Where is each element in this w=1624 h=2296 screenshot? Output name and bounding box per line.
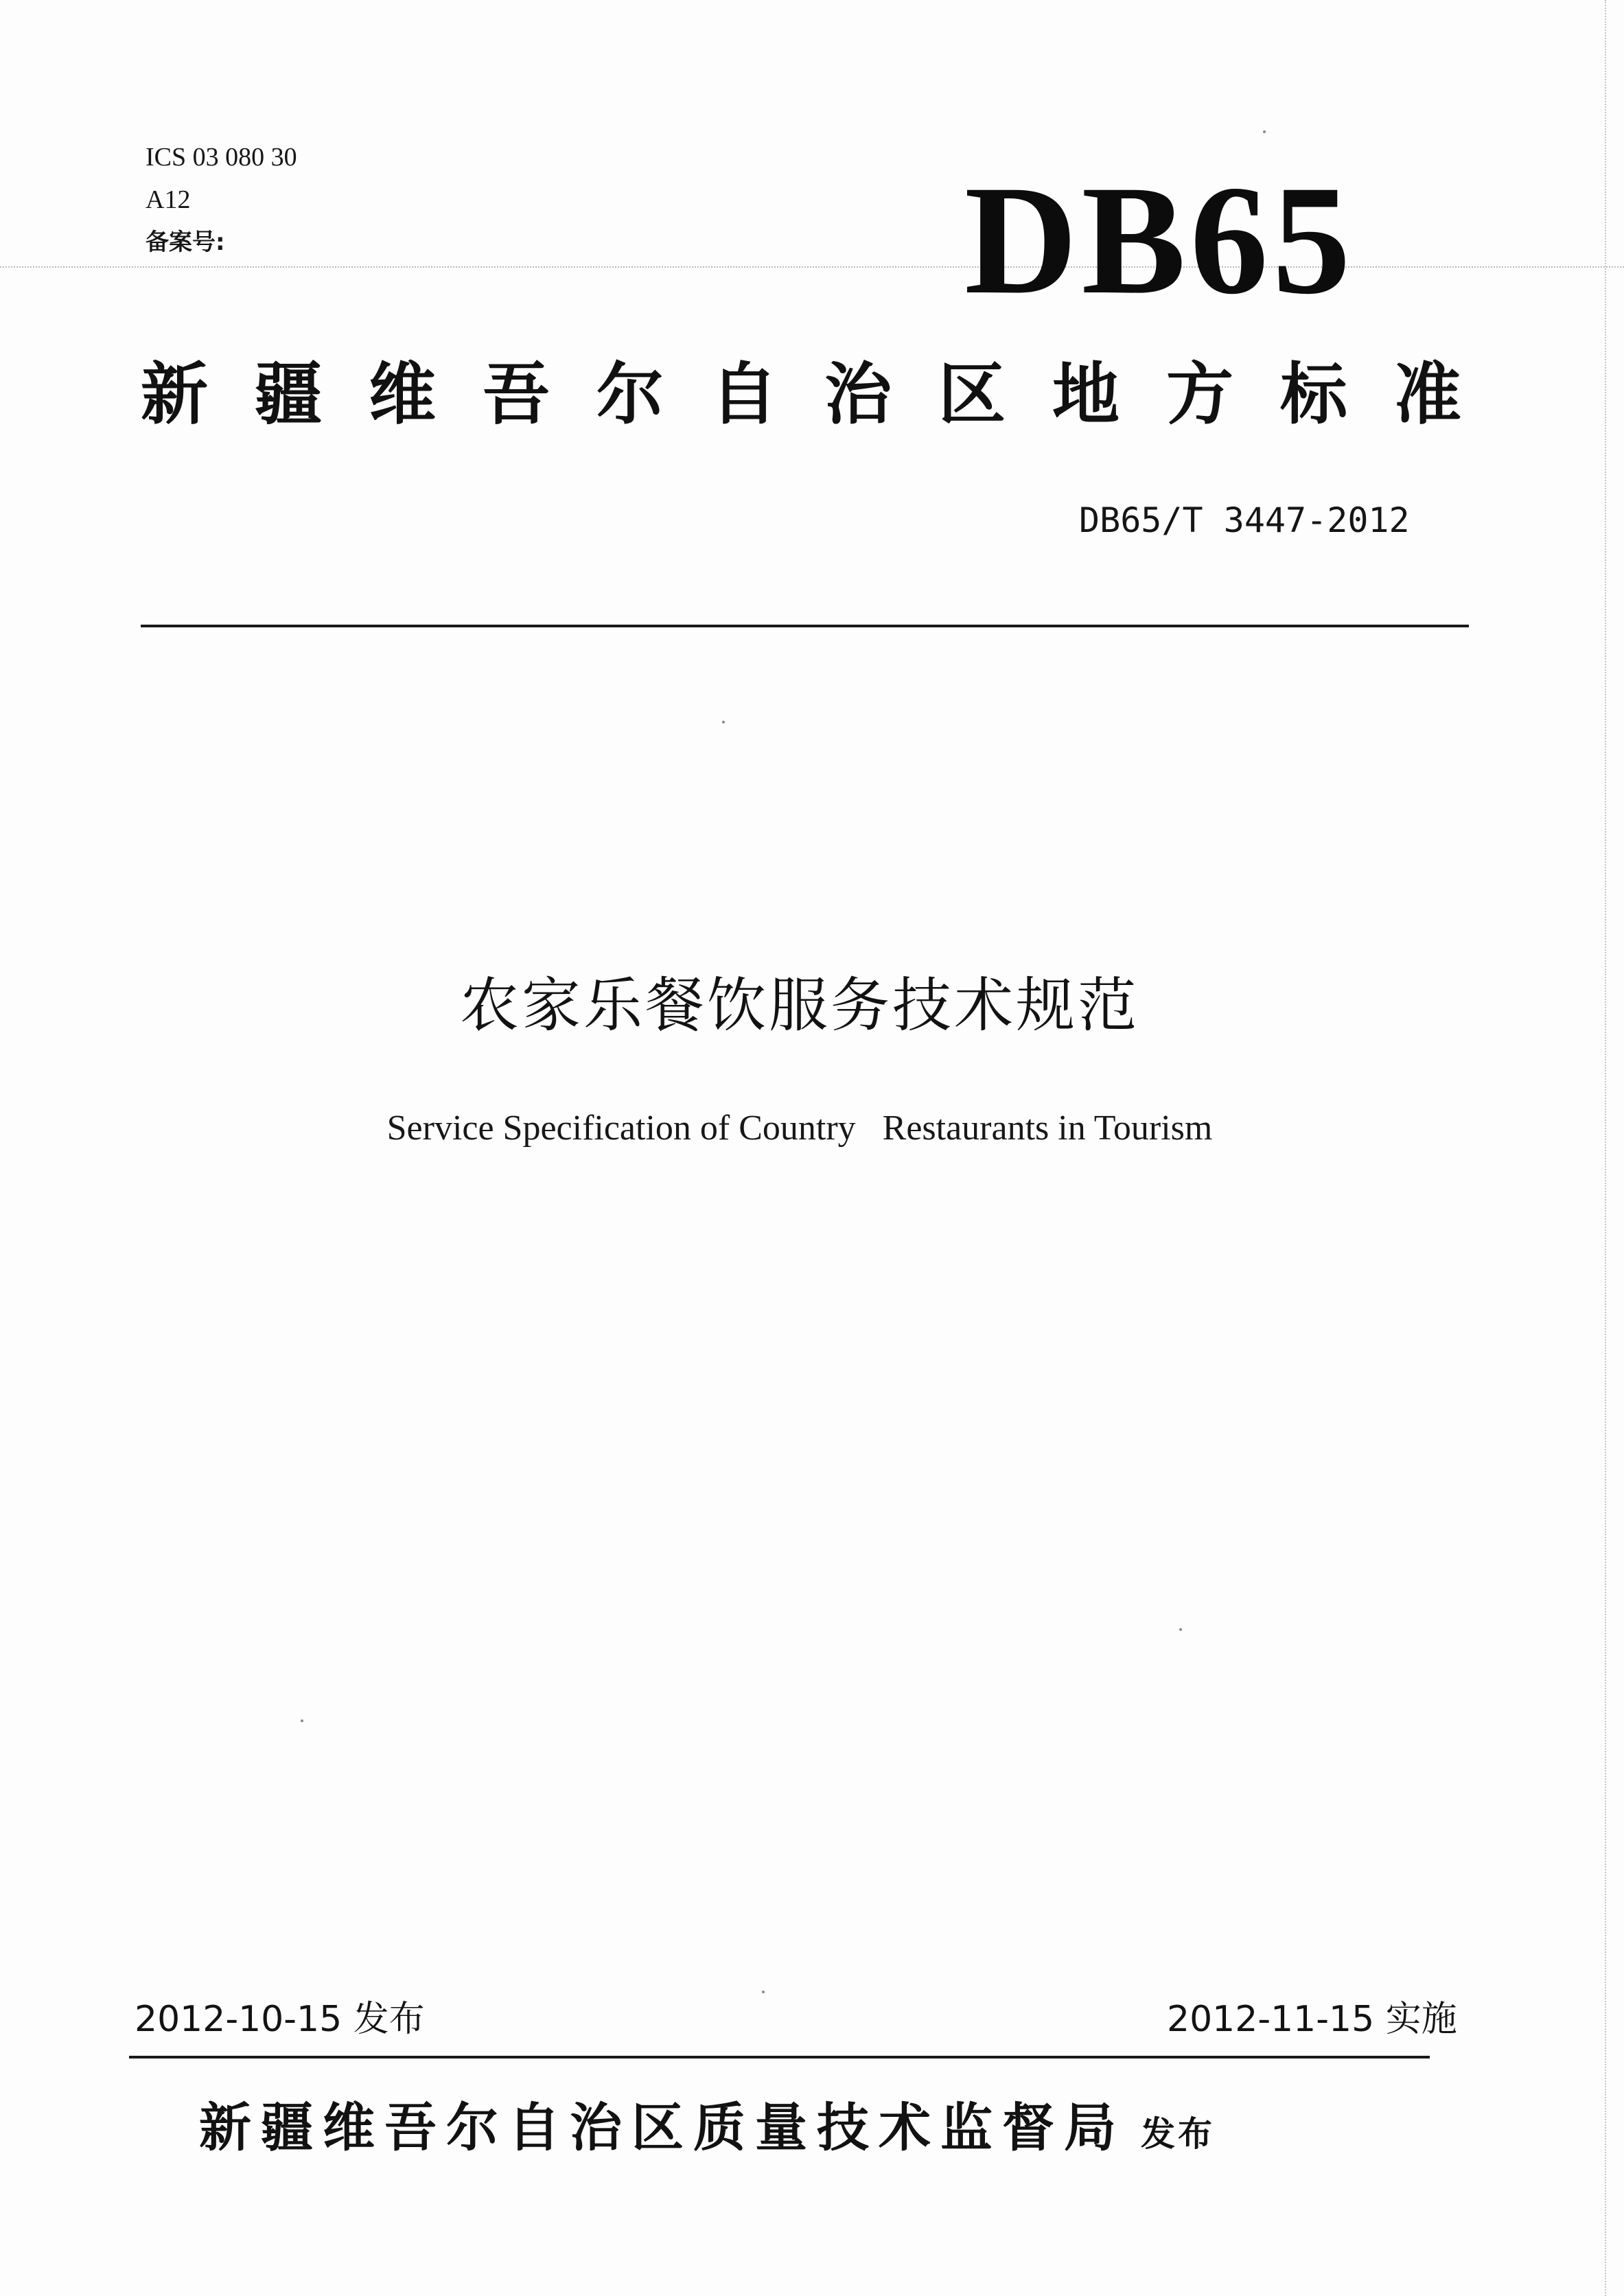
scan-speck — [762, 1991, 765, 1993]
document-title-chinese: 农家乐餐饮服务技术规范 — [460, 971, 1139, 1040]
standard-code-logo: DB65 — [964, 154, 1355, 327]
scan-dotted-line — [0, 266, 1624, 268]
header-divider — [141, 625, 1469, 627]
footer-divider — [129, 2056, 1430, 2059]
filing-number-label: 备案号: — [146, 229, 225, 256]
scan-speck — [301, 1719, 303, 1722]
ics-code: ICS 03 080 30 — [146, 143, 297, 172]
scan-page-edge — [1605, 0, 1606, 2296]
issue-date: 2012-10-15 发布 — [135, 1999, 425, 2040]
scan-speck — [1263, 130, 1266, 133]
issuer-name: 新疆维吾尔自治区质量技术监督局 — [199, 2097, 1126, 2158]
document-title-english: Service Specification of Country Restaurants in Tourism — [386, 1109, 1213, 1148]
scan-speck — [1179, 1628, 1182, 1631]
standard-type-heading: 新疆维吾尔自治区地方标准 — [141, 356, 1509, 434]
scan-speck — [722, 721, 725, 723]
implementation-date: 2012-11-15 实施 — [1167, 1999, 1457, 2040]
standard-number: DB65/T 3447-2012 — [1079, 500, 1410, 540]
issuer-line — [199, 2095, 1215, 2167]
classification-code: A12 — [146, 185, 191, 214]
issuer-action: 发布 — [1141, 2114, 1215, 2154]
